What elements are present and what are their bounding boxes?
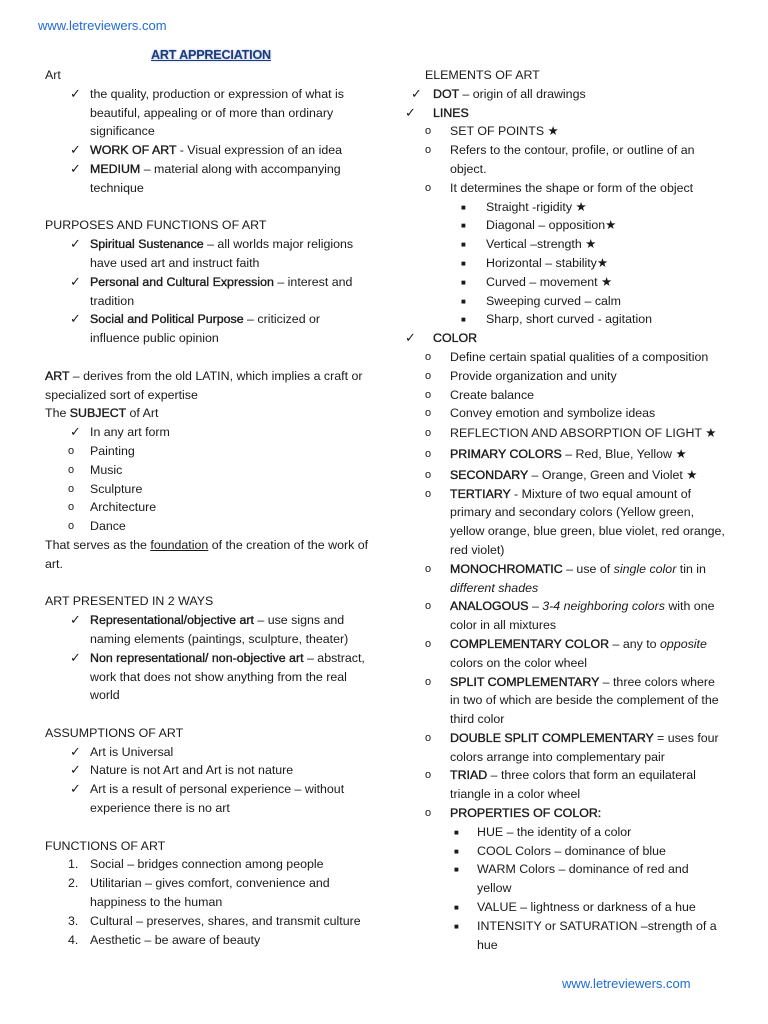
term: TRIAD: [450, 768, 488, 783]
list-item: [45, 780, 370, 818]
item-text: Vertical –strength ★: [486, 237, 597, 252]
paragraph: [45, 404, 370, 423]
square-bullet-icon: ■: [461, 221, 466, 231]
definition: – interest and tradition: [90, 274, 353, 308]
section-heading: ELEMENTS OF ART: [425, 68, 540, 82]
sub-list-item: [405, 898, 725, 917]
item-text: Nature is not Art and Art is not nature: [90, 763, 294, 778]
item-number: 4.: [68, 932, 79, 947]
checkmark-icon: ✓: [70, 236, 81, 252]
circle-bullet-icon: o: [425, 637, 432, 650]
square-bullet-icon: ■: [461, 296, 466, 306]
sub-list-item: [405, 917, 725, 955]
term: Non representational/ non-objective art: [90, 650, 304, 665]
list-item: [405, 141, 725, 179]
item-text: Cultural – preserves, shares, and transmit culture: [90, 913, 361, 928]
section-heading: ART PRESENTED IN 2 WAYS: [45, 594, 214, 609]
checkmark-icon: ✓: [411, 85, 422, 101]
square-bullet-icon: ■: [454, 846, 459, 856]
right-column: [405, 66, 725, 954]
term: PRIMARY COLORS: [450, 446, 562, 461]
text: The: [45, 406, 70, 421]
item-text: HUE – the identity of a color: [477, 824, 632, 839]
item-text: the quality, production or expression of what is beautiful, appealing or of more than ordinary significance: [90, 86, 344, 139]
list-item: [45, 611, 370, 649]
checkmark-icon: ✓: [70, 649, 81, 665]
section-heading: ASSUMPTIONS OF ART: [45, 725, 184, 740]
text: of Art: [126, 406, 159, 421]
definition: – abstract, work that does not show anything from the real world: [90, 650, 365, 703]
item-text: Sculpture: [90, 481, 143, 496]
item-number: 1.: [68, 857, 79, 872]
circle-bullet-icon: o: [425, 125, 432, 138]
definition: – Orange, Green and Violet ★: [528, 467, 698, 482]
definition: with one color in all mixtures: [450, 599, 715, 633]
item-text: Refers to the contour, profile, or outline of an object.: [450, 143, 695, 176]
circle-bullet-icon: o: [425, 468, 432, 481]
circle-bullet-icon: o: [425, 427, 432, 440]
item-text: Curved – movement ★: [486, 274, 613, 289]
item-text: Convey emotion and symbolize ideas: [450, 406, 656, 421]
item-text: Music: [90, 462, 123, 477]
definition: – all worlds major religions have used art and instruct faith: [90, 237, 354, 270]
checkmark-icon: ✓: [70, 424, 81, 440]
list-item: [405, 85, 725, 104]
item-text: Straight -rigidity ★: [486, 199, 587, 214]
numbered-item: [45, 912, 370, 931]
numbered-item: [45, 874, 370, 912]
emphasis: different shades: [450, 580, 539, 595]
sub-list-item: [405, 842, 725, 861]
term: Social and Political Purpose: [90, 312, 244, 327]
checkmark-icon: ✓: [70, 160, 81, 176]
definition: – material along with accompanying technique: [90, 161, 341, 195]
checkmark-icon: ✓: [70, 85, 81, 101]
square-bullet-icon: ■: [454, 903, 459, 913]
definition: – criticized or influence public opinion: [90, 312, 321, 346]
circle-bullet-icon: o: [425, 807, 432, 820]
checkmark-icon: ✓: [70, 743, 81, 759]
list-item: [45, 141, 370, 160]
circle-bullet-icon: o: [425, 562, 432, 575]
list-item: [405, 673, 725, 729]
checkmark-icon: ✓: [70, 762, 81, 778]
numbered-item: [45, 855, 370, 874]
list-item: [45, 743, 370, 762]
section-heading: FUNCTIONS OF ART: [45, 838, 166, 853]
circle-bullet-icon: o: [425, 731, 432, 744]
square-bullet-icon: ■: [461, 240, 466, 250]
list-item: [405, 560, 725, 598]
term: DOT: [433, 86, 459, 101]
circle-bullet-icon: o: [68, 520, 75, 533]
list-item: [405, 635, 725, 673]
circle-bullet-icon: o: [425, 407, 432, 420]
art-heading: Art: [45, 68, 61, 82]
item-number: 3.: [68, 913, 79, 928]
term: TERTIARY: [450, 486, 511, 501]
circle-bullet-icon: o: [68, 482, 75, 495]
sub-list-item: [405, 254, 725, 273]
item-text: COOL Colors – dominance of blue: [477, 843, 666, 858]
definition: tin in: [676, 561, 706, 576]
circle-bullet-icon: o: [425, 144, 432, 157]
site-link-bottom[interactable]: www.letreviewers.com: [562, 976, 691, 991]
paragraph: [45, 536, 370, 574]
square-bullet-icon: ■: [454, 827, 459, 837]
list-item: [405, 329, 725, 348]
item-text: Diagonal – opposition★: [486, 218, 617, 233]
term: LINES: [433, 105, 469, 120]
list-item: [45, 498, 370, 517]
definition: – derives from the old LATIN, which implies a craft or specialized sort of expertise: [45, 368, 363, 402]
square-bullet-icon: ■: [454, 921, 459, 931]
sub-list-item: [405, 235, 725, 254]
item-text: Sweeping curved – calm: [486, 293, 621, 308]
site-link-top[interactable]: www.letreviewers.com: [38, 18, 167, 33]
term: DOUBLE SPLIT COMPLEMENTARY: [450, 730, 654, 745]
term: COMPLEMENTARY COLOR: [450, 636, 610, 651]
item-text: INTENSITY or SATURATION –strength of a hue: [477, 918, 717, 952]
item-text: Aesthetic – be aware of beauty: [90, 932, 261, 947]
item-number: 2.: [68, 876, 79, 891]
circle-bullet-icon: o: [425, 181, 432, 194]
list-item: [405, 348, 725, 367]
list-item: [405, 386, 725, 405]
list-item: [45, 761, 370, 780]
definition: – three colors where in two of which are beside the complement of the third color: [450, 674, 719, 727]
circle-bullet-icon: o: [425, 369, 432, 382]
list-item: [405, 445, 725, 464]
checkmark-icon: ✓: [70, 781, 81, 797]
list-item: [405, 485, 725, 560]
list-item: [45, 85, 370, 141]
item-text: Social – bridges connection among people: [90, 857, 324, 872]
definition: – origin of all drawings: [458, 86, 586, 101]
numbered-item: [45, 931, 370, 950]
item-text: Dance: [90, 519, 126, 534]
sub-list-item: [405, 310, 725, 329]
list-item: [45, 480, 370, 499]
list-item: [45, 461, 370, 480]
list-item: [405, 404, 725, 423]
term: ART: [45, 368, 70, 383]
square-bullet-icon: ■: [461, 277, 466, 287]
list-item: [45, 160, 370, 198]
square-bullet-icon: ■: [461, 202, 466, 212]
circle-bullet-icon: o: [425, 600, 432, 613]
square-bullet-icon: ■: [461, 258, 466, 268]
item-text: Painting: [90, 443, 135, 458]
list-item: [405, 766, 725, 804]
checkmark-icon: ✓: [405, 104, 416, 120]
underlined-word: foundation: [150, 537, 209, 552]
term: COLOR: [433, 331, 478, 346]
circle-bullet-icon: o: [68, 463, 75, 476]
item-text: Define certain spatial qualities of a composition: [450, 349, 709, 364]
circle-bullet-icon: o: [425, 675, 432, 688]
term: SUBJECT: [69, 406, 127, 421]
item-text: Architecture: [90, 500, 157, 515]
list-item: [405, 729, 725, 767]
term: MEDIUM: [90, 161, 141, 176]
item-text: Art is Universal: [90, 744, 174, 759]
circle-bullet-icon: o: [68, 444, 75, 457]
list-item: [405, 597, 725, 635]
paragraph: [45, 367, 370, 405]
item-text: VALUE – lightness or darkness of a hue: [477, 900, 696, 915]
circle-bullet-icon: o: [425, 350, 432, 363]
checkmark-icon: ✓: [70, 273, 81, 289]
emphasis: opposite: [660, 636, 707, 651]
list-item: [45, 423, 370, 442]
list-item: [45, 442, 370, 461]
item-text: Art is a result of personal experience – without experience there is no art: [90, 782, 345, 816]
emphasis: 3-4 neighboring colors: [542, 599, 665, 614]
list-item: [405, 104, 725, 123]
square-bullet-icon: ■: [454, 865, 459, 875]
item-text: In any art form: [90, 425, 170, 440]
sub-list-item: [405, 273, 725, 292]
list-item: [45, 517, 370, 536]
list-item: [405, 367, 725, 386]
sub-list-item: [405, 823, 725, 842]
list-item: [405, 466, 725, 485]
list-item: [405, 424, 725, 443]
term: Spiritual Sustenance: [90, 237, 204, 252]
item-text: Sharp, short curved - agitation: [486, 312, 652, 327]
circle-bullet-icon: o: [425, 447, 432, 460]
checkmark-icon: ✓: [405, 330, 416, 346]
item-text: Create balance: [450, 387, 535, 402]
term: Personal and Cultural Expression: [90, 274, 274, 289]
circle-bullet-icon: o: [425, 487, 432, 500]
definition: – any to: [609, 636, 661, 651]
list-item: [45, 273, 370, 311]
definition: - Mixture of two equal amount of primary and secondary colors (Yellow green, yellow orange, blue green, blue violet, red orange, red violet): [450, 486, 725, 557]
left-column: [45, 66, 370, 949]
checkmark-icon: ✓: [70, 142, 81, 158]
checkmark-icon: ✓: [70, 311, 81, 327]
sub-list-item: [405, 216, 725, 235]
definition: – three colors that form an equilateral triangle in a color wheel: [450, 768, 696, 802]
list-item: [405, 122, 725, 141]
list-item: [405, 179, 725, 198]
term: SECONDARY: [450, 467, 529, 482]
term: SPLIT COMPLEMENTARY: [450, 674, 600, 689]
definition: –: [528, 599, 543, 614]
definition: – use signs and naming elements (paintings, sculpture, theater): [90, 613, 349, 646]
definition: = uses four colors arrange into complementary pair: [450, 730, 719, 764]
definition: - Visual expression of an idea: [176, 143, 343, 158]
definition: – Red, Blue, Yellow ★: [561, 446, 687, 461]
item-text: Horizontal – stability★: [486, 255, 608, 270]
item-text: Provide organization and unity: [450, 368, 617, 383]
circle-bullet-icon: o: [68, 501, 75, 514]
term: Representational/objective art: [90, 613, 254, 628]
text: That serves as the: [45, 537, 151, 552]
list-item: [45, 235, 370, 273]
term: PROPERTIES OF COLOR:: [450, 806, 602, 821]
term: WORK OF ART: [90, 143, 177, 158]
page-title: ART APPRECIATION: [151, 48, 271, 62]
term: MONOCHROMATIC: [450, 561, 563, 576]
item-text: REFLECTION AND ABSORPTION OF LIGHT ★: [450, 426, 717, 441]
list-item: [405, 804, 725, 823]
item-text: SET OF POINTS ★: [450, 124, 559, 139]
definition: colors on the color wheel: [450, 655, 588, 670]
sub-list-item: [405, 198, 725, 217]
item-text: WARM Colors – dominance of red and yellow: [477, 862, 689, 896]
square-bullet-icon: ■: [461, 315, 466, 325]
section-heading: PURPOSES AND FUNCTIONS OF ART: [45, 218, 267, 233]
checkmark-icon: ✓: [70, 612, 81, 628]
sub-list-item: [405, 292, 725, 311]
circle-bullet-icon: o: [425, 769, 432, 782]
list-item: [45, 310, 370, 348]
sub-list-item: [405, 860, 725, 898]
text: of the creation of the work of art.: [45, 537, 369, 571]
item-text: It determines the shape or form of the object: [450, 180, 694, 195]
definition: – use of: [562, 561, 614, 576]
item-text: Utilitarian – gives comfort, convenience and happiness to the human: [90, 876, 330, 910]
list-item: [45, 649, 370, 705]
term: ANALOGOUS: [450, 599, 529, 614]
emphasis: single color: [613, 561, 677, 576]
circle-bullet-icon: o: [425, 388, 432, 401]
